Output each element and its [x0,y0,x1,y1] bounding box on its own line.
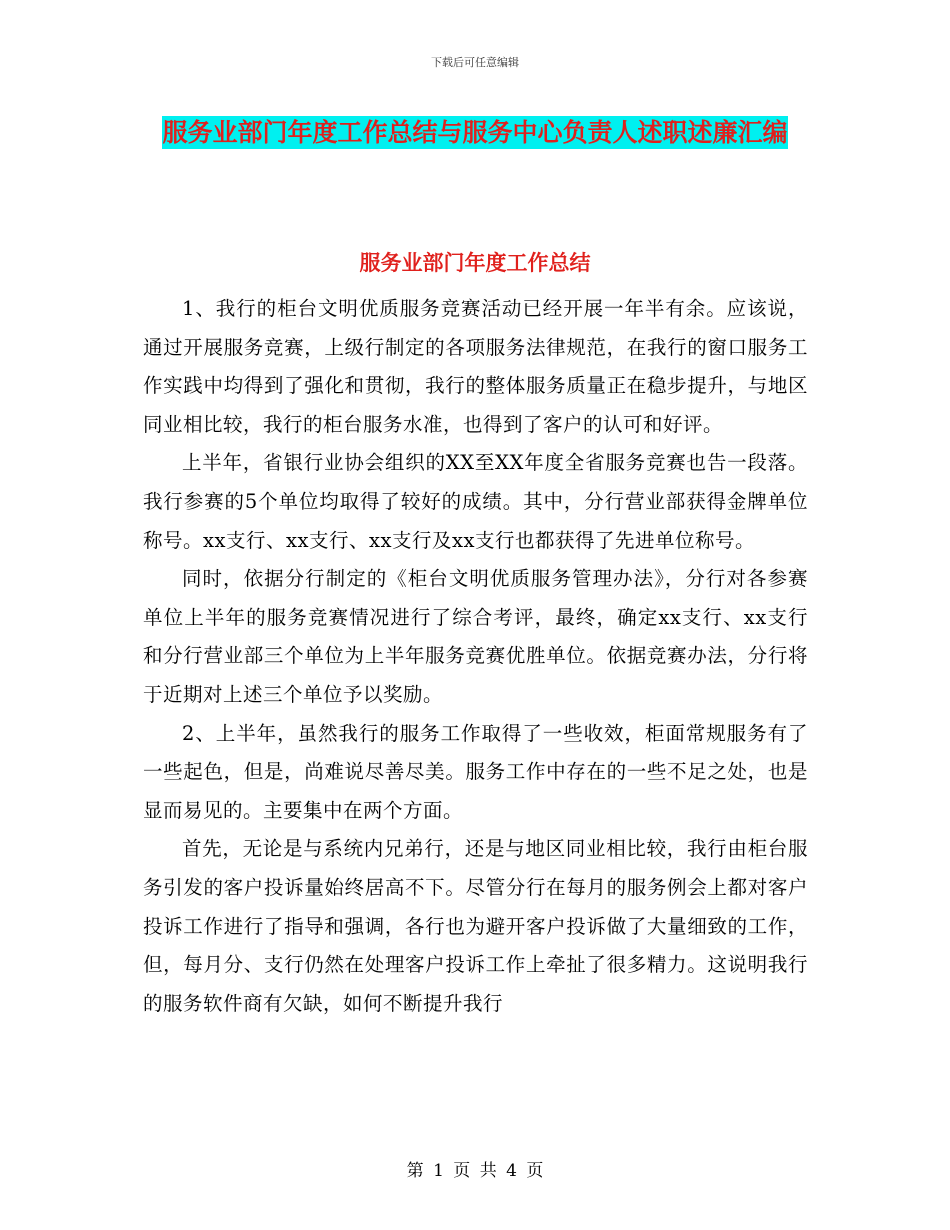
page-number: 第 1 页 共 4 页 [406,1161,544,1181]
paragraph: 1、我行的柜台文明优质服务竞赛活动已经开展一年半有余。应该说，通过开展服务竞赛，上级行制定的各项服务法律规范，在我行的窗口服务工作实践中均得到了强化和贯彻，我行的整体服务质量正在稳步提升，与地区同业相比较，我行的柜台服务水准，也得到了客户的认可和好评。 [143,297,808,436]
paragraph: 上半年，省银行业协会组织的XX至XX年度全省服务竞赛也告一段落。我行参赛的5个单位均取得了较好的成绩。其中，分行营业部获得金牌单位称号。xx支行、xx支行、xx支行及xx支行也都获得了先进单位称号。 [143,451,808,552]
paragraph: 同时，依据分行制定的《柜台文明优质服务管理办法》，分行对各参赛单位上半年的服务竞赛情况进行了综合考评，最终，确定xx支行、xx支行和分行营业部三个单位为上半年服务竞赛优胜单位。依据竞赛办法，分行将于近期对上述三个单位予以奖励。 [143,567,808,706]
section-title: 服务业部门年度工作总结 [359,251,591,275]
paragraph: 首先，无论是与系统内兄弟行，还是与地区同业相比较，我行由柜台服务引发的客户投诉量始终居高不下。尽管分行在每月的服务例会上都对客户投诉工作进行了指导和强调，各行也为避开客户投诉做了大量细致的工作，但，每月分、支行仍然在处理客户投诉工作上牵扯了很多精力。这说明我行的服务软件商有欠缺，如何不断提升我行 [143,837,808,1015]
document-title-text: 服务业部门年度工作总结与服务中心负责人述职述廉汇编 [162,118,788,147]
document-title [140,108,810,158]
header-note: 下载后可任意编辑 [431,56,519,69]
paragraph: 2、上半年，虽然我行的服务工作取得了一些收效，柜面常规服务有了一些起色，但是，尚难说尽善尽美。服务工作中存在的一些不足之处，也是显而易见的。主要集中在两个方面。 [143,721,808,822]
document-body [143,290,808,1023]
